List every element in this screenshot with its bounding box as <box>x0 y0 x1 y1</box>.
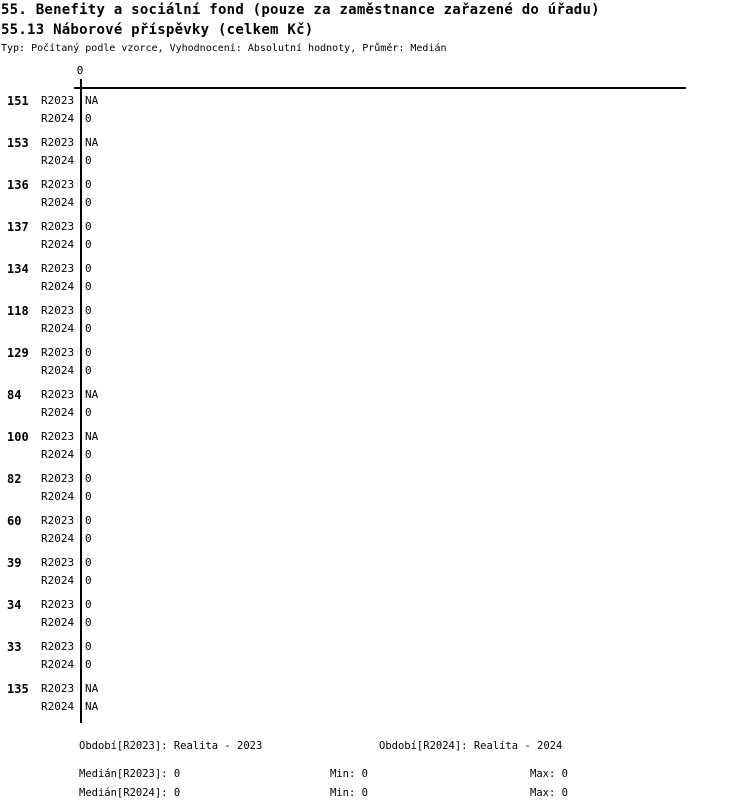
value-label: 0 <box>85 472 92 485</box>
group-id-label: 151 <box>7 94 29 108</box>
chart-row-39-r2023 <box>0 554 750 572</box>
group-id-label: 129 <box>7 346 29 360</box>
value-label: 0 <box>85 112 92 125</box>
group-id-label: 137 <box>7 220 29 234</box>
chart-row-82-r2024 <box>0 488 750 506</box>
series-label: R2024 <box>41 700 75 713</box>
chart-group-129 <box>0 344 750 380</box>
group-id-label: 153 <box>7 136 29 150</box>
chart-row-134-r2023 <box>0 260 750 278</box>
value-label: 0 <box>85 154 92 167</box>
footer-max-r2024: Max: 0 <box>530 787 568 799</box>
chart-group-100 <box>0 428 750 464</box>
series-label: R2024 <box>41 406 75 419</box>
value-label: 0 <box>85 598 92 611</box>
series-label: R2023 <box>41 388 75 401</box>
value-label: 0 <box>85 514 92 527</box>
chart-row-84-r2023 <box>0 386 750 404</box>
footer-max-r2023: Max: 0 <box>530 768 568 780</box>
series-label: R2024 <box>41 532 75 545</box>
chart-row-129-r2024 <box>0 362 750 380</box>
series-label: R2024 <box>41 490 75 503</box>
chart-row-100-r2023 <box>0 428 750 446</box>
chart-group-137 <box>0 218 750 254</box>
chart-row-151-r2023 <box>0 92 750 110</box>
chart-row-118-r2023 <box>0 302 750 320</box>
chart-group-153 <box>0 134 750 170</box>
chart-row-136-r2023 <box>0 176 750 194</box>
series-label: R2024 <box>41 280 75 293</box>
value-label: 0 <box>85 220 92 233</box>
chart-row-60-r2023 <box>0 512 750 530</box>
value-label: NA <box>85 136 99 149</box>
chart-row-135-r2023 <box>0 680 750 698</box>
value-label: 0 <box>85 280 92 293</box>
value-label: 0 <box>85 532 92 545</box>
value-label: 0 <box>85 616 92 629</box>
value-label: 0 <box>85 262 92 275</box>
chart-group-82 <box>0 470 750 506</box>
chart-row-34-r2023 <box>0 596 750 614</box>
chart-title-line2: 55.13 Náborové příspěvky (celkem Kč) <box>1 22 314 38</box>
value-label: 0 <box>85 304 92 317</box>
footer-period-r2024: Období[R2024]: Realita - 2024 <box>379 740 563 752</box>
chart-group-84 <box>0 386 750 422</box>
chart-row-137-r2023 <box>0 218 750 236</box>
value-label: 0 <box>85 196 92 209</box>
series-label: R2024 <box>41 658 75 671</box>
series-label: R2024 <box>41 322 75 335</box>
chart-row-136-r2024 <box>0 194 750 212</box>
chart-group-134 <box>0 260 750 296</box>
chart-row-33-r2023 <box>0 638 750 656</box>
chart-group-34 <box>0 596 750 632</box>
group-id-label: 39 <box>7 556 22 570</box>
chart-row-151-r2024 <box>0 110 750 128</box>
footer-min-r2024: Min: 0 <box>330 787 368 799</box>
group-id-label: 84 <box>7 388 22 402</box>
footer-min-r2023: Min: 0 <box>330 768 368 780</box>
group-id-label: 118 <box>7 304 29 318</box>
value-label: 0 <box>85 322 92 335</box>
series-label: R2023 <box>41 472 75 485</box>
series-label: R2024 <box>41 616 75 629</box>
footer-median-r2023: Medián[R2023]: 0 <box>79 768 181 780</box>
value-label: NA <box>85 700 99 713</box>
series-label: R2023 <box>41 346 75 359</box>
series-label: R2023 <box>41 430 75 443</box>
chart-group-60 <box>0 512 750 548</box>
value-label: 0 <box>85 178 92 191</box>
value-label: 0 <box>85 406 92 419</box>
group-id-label: 135 <box>7 682 29 696</box>
chart-row-135-r2024 <box>0 698 750 716</box>
value-label: 0 <box>85 490 92 503</box>
series-label: R2023 <box>41 136 75 149</box>
value-label: 0 <box>85 574 92 587</box>
chart-group-33 <box>0 638 750 674</box>
series-label: R2024 <box>41 196 75 209</box>
series-label: R2023 <box>41 598 75 611</box>
chart-title-line1: 55. Benefity a sociální fond (pouze za zaměstnance zařazené do úřadu) <box>1 2 600 18</box>
chart-group-39 <box>0 554 750 590</box>
series-label: R2023 <box>41 262 75 275</box>
group-id-label: 100 <box>7 430 29 444</box>
chart-row-82-r2023 <box>0 470 750 488</box>
series-label: R2023 <box>41 556 75 569</box>
value-label: 0 <box>85 640 92 653</box>
value-label: 0 <box>85 658 92 671</box>
series-label: R2023 <box>41 178 75 191</box>
series-label: R2023 <box>41 220 75 233</box>
group-id-label: 60 <box>7 514 22 528</box>
series-label: R2023 <box>41 514 75 527</box>
chart-row-153-r2024 <box>0 152 750 170</box>
value-label: NA <box>85 682 99 695</box>
chart-group-136 <box>0 176 750 212</box>
chart-row-39-r2024 <box>0 572 750 590</box>
chart-row-153-r2023 <box>0 134 750 152</box>
series-label: R2024 <box>41 154 75 167</box>
series-label: R2023 <box>41 682 75 695</box>
value-label: 0 <box>85 346 92 359</box>
group-id-label: 34 <box>7 598 22 612</box>
axis-line-horizontal <box>74 87 686 89</box>
series-label: R2024 <box>41 364 75 377</box>
group-id-label: 136 <box>7 178 29 192</box>
value-label: 0 <box>85 556 92 569</box>
value-label: 0 <box>85 238 92 251</box>
series-label: R2024 <box>41 448 75 461</box>
footer-median-r2024: Medián[R2024]: 0 <box>79 787 181 799</box>
group-id-label: 33 <box>7 640 22 654</box>
series-label: R2023 <box>41 640 75 653</box>
chart-row-118-r2024 <box>0 320 750 338</box>
group-id-label: 82 <box>7 472 22 486</box>
group-id-label: 134 <box>7 262 29 276</box>
chart-row-134-r2024 <box>0 278 750 296</box>
chart-group-118 <box>0 302 750 338</box>
chart-row-129-r2023 <box>0 344 750 362</box>
chart-row-137-r2024 <box>0 236 750 254</box>
value-label: NA <box>85 430 99 443</box>
chart-row-33-r2024 <box>0 656 750 674</box>
series-label: R2024 <box>41 238 75 251</box>
series-label: R2023 <box>41 94 75 107</box>
chart-subtitle: Typ: Počítaný podle vzorce, Vyhodnocení: Absolutní hodnoty, Průměr: Medián <box>1 43 447 54</box>
value-label: 0 <box>85 364 92 377</box>
value-label: NA <box>85 94 99 107</box>
series-label: R2024 <box>41 574 75 587</box>
series-label: R2023 <box>41 304 75 317</box>
series-label: R2024 <box>41 112 75 125</box>
chart-group-135 <box>0 680 750 716</box>
chart-row-100-r2024 <box>0 446 750 464</box>
value-label: 0 <box>85 448 92 461</box>
axis-tick-label-zero: 0 <box>76 64 84 77</box>
footer-period-r2023: Období[R2023]: Realita - 2023 <box>79 740 263 752</box>
chart-row-60-r2024 <box>0 530 750 548</box>
chart-row-34-r2024 <box>0 614 750 632</box>
value-label: NA <box>85 388 99 401</box>
chart-group-151 <box>0 92 750 128</box>
chart-row-84-r2024 <box>0 404 750 422</box>
